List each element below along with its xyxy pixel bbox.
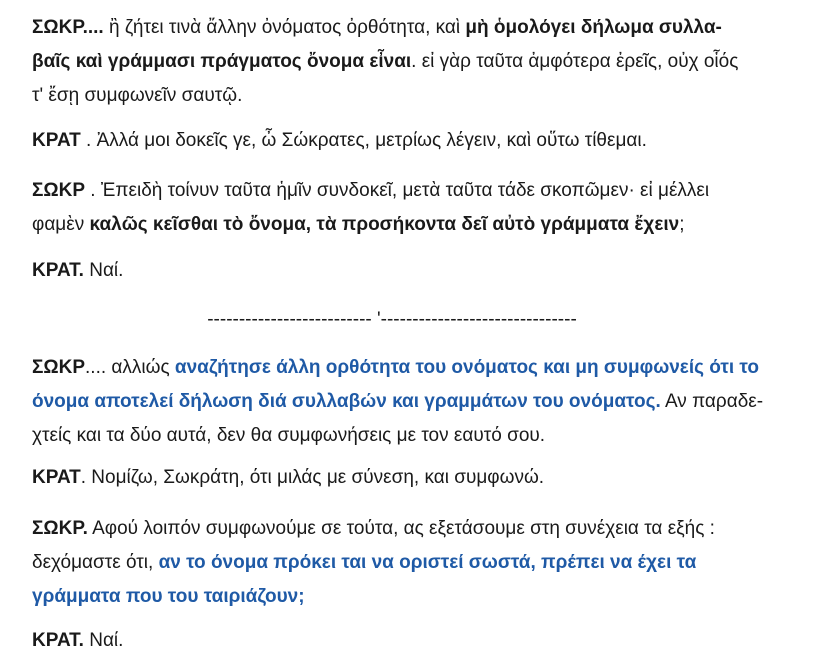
modern-paragraph-kratylos-2 (32, 624, 123, 658)
text-line (32, 351, 763, 385)
bold-text: μὴ ὁμολόγει δήλωμα συλλα- (465, 17, 722, 38)
text-run: Αν παραδε- (660, 391, 764, 412)
highlighted-text: γράμματα που του ταιριάζουν; (32, 586, 305, 607)
modern-paragraph-socrates-2 (32, 512, 715, 614)
highlighted-text: αν το όνομα πρόκει ται να οριστεί σωστά, πρέπει να έχει τα (158, 552, 697, 573)
text-line (32, 208, 709, 242)
modern-paragraph-socrates-1 (32, 351, 763, 453)
text-line (32, 79, 738, 113)
text-run: δεχόμαστε ότι, (32, 552, 159, 573)
bold-text: ΣΩΚΡ (32, 357, 86, 378)
bold-text: βαῖς καὶ γράμμασι πράγματος ὄνομα εἶναι (32, 51, 412, 72)
bold-text: ΚΡΑΤ (32, 130, 81, 151)
text-run: ; (679, 214, 685, 235)
bold-text: ΣΩΚΡ.... (32, 17, 109, 38)
text-line (32, 580, 715, 614)
bold-text: ΚΡΑΤ (32, 467, 81, 488)
text-run: . Ἐπειδὴ τοίνυν ταῦτα ἡμῖν συνδοκεῖ, μετὰ ταῦτα τάδε σκοπῶμεν· εἰ μέλλει (85, 180, 710, 201)
text-line (32, 546, 715, 580)
text-line (32, 461, 544, 495)
bold-text: ΣΩΚΡ (32, 180, 86, 201)
bold-text: καλῶς κεῖσθαι τὸ ὄνομα, τὰ προσήκοντα δεῖ αὐτὸ γράμματα ἔχειν (89, 214, 680, 235)
text-run: Ναί. (83, 260, 124, 281)
text-line (32, 254, 123, 288)
highlighted-text: όνομα αποτελεί δήλωση διά συλλαβών και γραμμάτων του ονόματος. (32, 391, 661, 412)
modern-paragraph-kratylos-1 (32, 461, 544, 495)
ancient-paragraph-kratylos-2 (32, 254, 123, 288)
text-run: . Ἀλλά μοι δοκεῖς γε, ὦ Σώκρατες, μετρίως λέγειν, καὶ οὕτω τίθεμαι. (80, 130, 647, 151)
text-line (32, 124, 647, 158)
highlighted-text: αναζήτησε άλλη ορθότητα του ονόματος και μη συμφωνείς ότι το (174, 357, 759, 378)
ancient-paragraph-socrates-1 (32, 11, 738, 113)
text-run: φαμὲν (32, 214, 90, 235)
text-run: . εἰ γὰρ ταῦτα ἀμφότερα ἐρεῖς, οὐχ οἷός (411, 51, 739, 72)
text-run: τ' ἔσῃ συμφωνεῖν σαυτῷ. (32, 85, 243, 106)
bold-text: ΚΡΑΤ. (32, 630, 84, 651)
text-line (32, 624, 123, 658)
text-run: Ναί. (83, 630, 124, 651)
text-run: χτείς και τα δύο αυτά, δεν θα συμφωνήσεις με τον εαυτό σου. (32, 425, 546, 446)
text-run: Αφού λοιπόν συμφωνούμε σε τούτα, ας εξετάσουμε στη συνέχεια τα εξής : (87, 518, 715, 539)
text-line (32, 174, 709, 208)
text-run: .... αλλιώς (85, 357, 175, 378)
section-separator: -------------------------- '------------------------------- (207, 309, 577, 330)
text-run: ἢ ζήτει τινὰ ἄλλην ὀνόματος ὀρθότητα, καὶ (109, 17, 466, 38)
text-run: . Νομίζω, Σωκράτη, ότι μιλάς με σύνεση, και συμφωνώ. (80, 467, 545, 488)
text-line (32, 512, 715, 546)
text-line (32, 419, 763, 453)
bold-text: ΚΡΑΤ. (32, 260, 84, 281)
bold-text: ΣΩΚΡ. (32, 518, 88, 539)
ancient-paragraph-kratylos-1 (32, 124, 647, 158)
text-line (32, 385, 763, 419)
text-line (32, 45, 738, 79)
text-line (32, 11, 738, 45)
ancient-paragraph-socrates-2 (32, 174, 709, 242)
